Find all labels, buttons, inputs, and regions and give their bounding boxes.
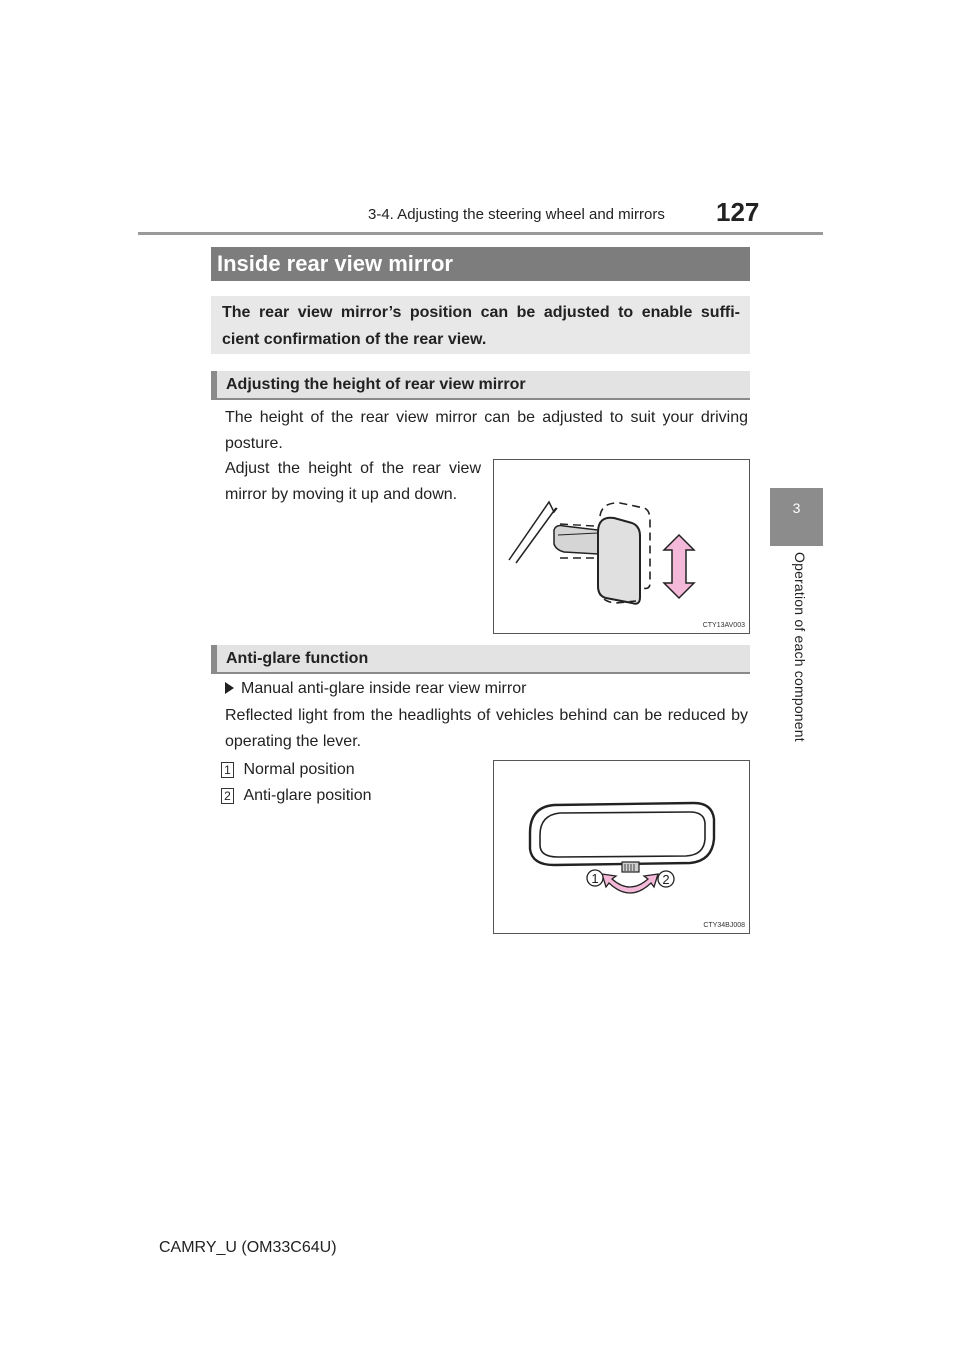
callout-1: 1 <box>591 871 599 886</box>
header-rule <box>138 232 823 235</box>
mirror-height-illustration <box>494 460 749 633</box>
page-number: 127 <box>716 197 760 227</box>
antiglare-bullet <box>225 676 526 702</box>
section-heading-antiglare: Anti-glare function <box>211 645 750 674</box>
list-item <box>221 783 372 809</box>
page-title: Inside rear view mirror <box>211 247 750 281</box>
footer-model-code: CAMRY_U (OM33C64U) <box>159 1239 337 1256</box>
item-number-box: 2 <box>221 788 234 804</box>
figure-code: CTY34BJ008 <box>703 922 745 929</box>
item-number-box: 1 <box>221 762 234 778</box>
item-label: Anti-glare position <box>243 787 372 804</box>
height-instruction: Adjust the height of the rear view mirror by moving it up and down. <box>225 460 481 503</box>
mirror-height-figure <box>493 459 750 634</box>
intro-box: The rear view mirror’s position can be adjusted to enable suffi- cient confirmation of the rear view. <box>211 296 750 354</box>
chapter-tab-number: 3 <box>792 500 801 516</box>
running-header-section: 3-4. Adjusting the steering wheel and mirrors <box>368 206 665 223</box>
bullet-arrow-icon <box>225 682 234 694</box>
figure-code: CTY13AV003 <box>702 622 745 629</box>
section-heading-height: Adjusting the height of rear view mirror <box>211 371 750 400</box>
height-paragraph: The height of the rear view mirror can be adjusted to suit your driving posture. <box>225 409 748 452</box>
mirror-antiglare-illustration <box>494 761 749 933</box>
item-label: Normal position <box>243 761 355 778</box>
antiglare-paragraph: Reflected light from the headlights of vehicles behind can be reduced by operating the lever. <box>225 707 748 750</box>
chapter-tab <box>770 488 823 546</box>
antiglare-figure <box>493 760 750 934</box>
callout-2: 2 <box>662 872 670 887</box>
list-item <box>221 757 355 783</box>
antiglare-bullet-text: Manual anti-glare inside rear view mirror <box>241 680 527 697</box>
chapter-tab-title: Operation of each component <box>792 552 808 742</box>
